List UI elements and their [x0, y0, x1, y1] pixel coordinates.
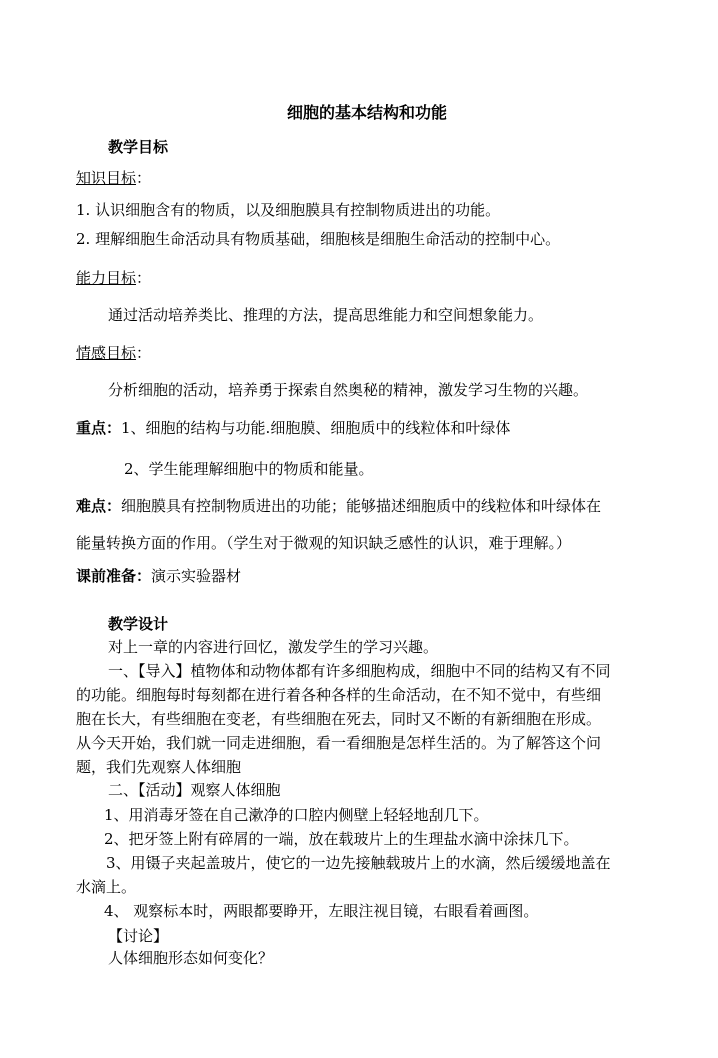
- part1-line-1: 一、【导入】植物体和动物体都有许多细胞构成，细胞中不同的结构又有不同: [108, 662, 611, 680]
- difficulty-label: 难点：: [76, 497, 122, 515]
- ability-objectives-label: 能力目标: [76, 269, 137, 287]
- preparation-text: 演示实验器材: [151, 567, 242, 585]
- discussion-label: 【讨论】: [108, 927, 169, 945]
- colon: ：: [136, 169, 152, 187]
- step-3: 3、用镊子夹起盖玻片，使它的一边先接触载玻片上的水滴，然后缓缓地盖在: [106, 854, 611, 872]
- difficulty-line-2: 能量转换方面的作用。（学生对于微观的知识缺乏感性的认识，难于理解。）: [76, 534, 572, 552]
- ability-objectives-line: [76, 268, 151, 288]
- part1-line-4: 从今天开始，我们就一同走进细胞，看一看细胞是怎样生活的。为了解答这个问: [76, 734, 602, 752]
- page-title: 细胞的基本结构和功能: [287, 103, 448, 122]
- emotion-objectives-label: 情感目标: [76, 344, 137, 362]
- knowledge-objectives-line: [76, 168, 151, 188]
- part1-line-3: 胞在长大，有些细胞在变老，有些细胞在死去，同时又不断的有新细胞在形成。: [76, 710, 602, 728]
- difficulty-text-1: 细胞膜具有控制物质进出的功能；能够描述细胞质中的线粒体和叶绿体在: [121, 497, 602, 515]
- colon: ：: [136, 344, 152, 362]
- design-heading: 教学设计: [108, 615, 169, 633]
- objectives-heading: 教学目标: [108, 138, 169, 156]
- ability-objectives-text: 通过活动培养类比、推理的方法，提高思维能力和空间想象能力。: [108, 306, 544, 324]
- knowledge-item-2: 2. 理解细胞生命活动具有物质基础，细胞核是细胞生命活动的控制中心。: [76, 230, 561, 248]
- emotion-objectives-text: 分析细胞的活动，培养勇于探索自然奥秘的精神，激发学习生物的兴趣。: [108, 381, 589, 399]
- key-points-item-2: 2、学生能理解细胞中的物质和能量。: [124, 460, 374, 478]
- difficulty-line-1: [76, 496, 601, 516]
- step-1: 1、用消毒牙签在自己漱净的口腔内侧壁上轻轻地刮几下。: [104, 806, 489, 824]
- colon: ：: [136, 269, 152, 287]
- step-2: 2、把牙签上附有碎屑的一端，放在载玻片上的生理盐水滴中涂抹几下。: [104, 830, 579, 848]
- part1-line-5: 题，我们先观察人体细胞: [76, 758, 242, 776]
- key-points-label: 重点：: [76, 419, 122, 437]
- knowledge-objectives-label: 知识目标: [76, 169, 137, 187]
- step-4: 4、 观察标本时，两眼都要睁开，左眼注视目镜，右眼看着画图。: [104, 902, 539, 920]
- key-points-line-1: [76, 418, 510, 438]
- design-intro: 对上一章的内容进行回忆，激发学生的学习兴趣。: [108, 638, 439, 656]
- part2-heading: 二、【活动】观察人体细胞: [108, 781, 281, 799]
- emotion-objectives-line: [76, 343, 151, 363]
- part1-line-2: 的功能。细胞每时每刻都在进行着各种各样的生命活动，在不知不觉中，有些细: [76, 686, 602, 704]
- discussion-question: 人体细胞形态如何变化？: [108, 949, 274, 967]
- key-points-item-1: 1、细胞的结构与功能.细胞膜、细胞质中的线粒体和叶绿体: [121, 419, 511, 437]
- preparation-label: 课前准备：: [76, 567, 152, 585]
- knowledge-item-1: 1. 认识细胞含有的物质，以及细胞膜具有控制物质进出的功能。: [76, 201, 501, 219]
- step-3-continued: 水滴上。: [76, 878, 137, 896]
- preparation-line: [76, 566, 241, 586]
